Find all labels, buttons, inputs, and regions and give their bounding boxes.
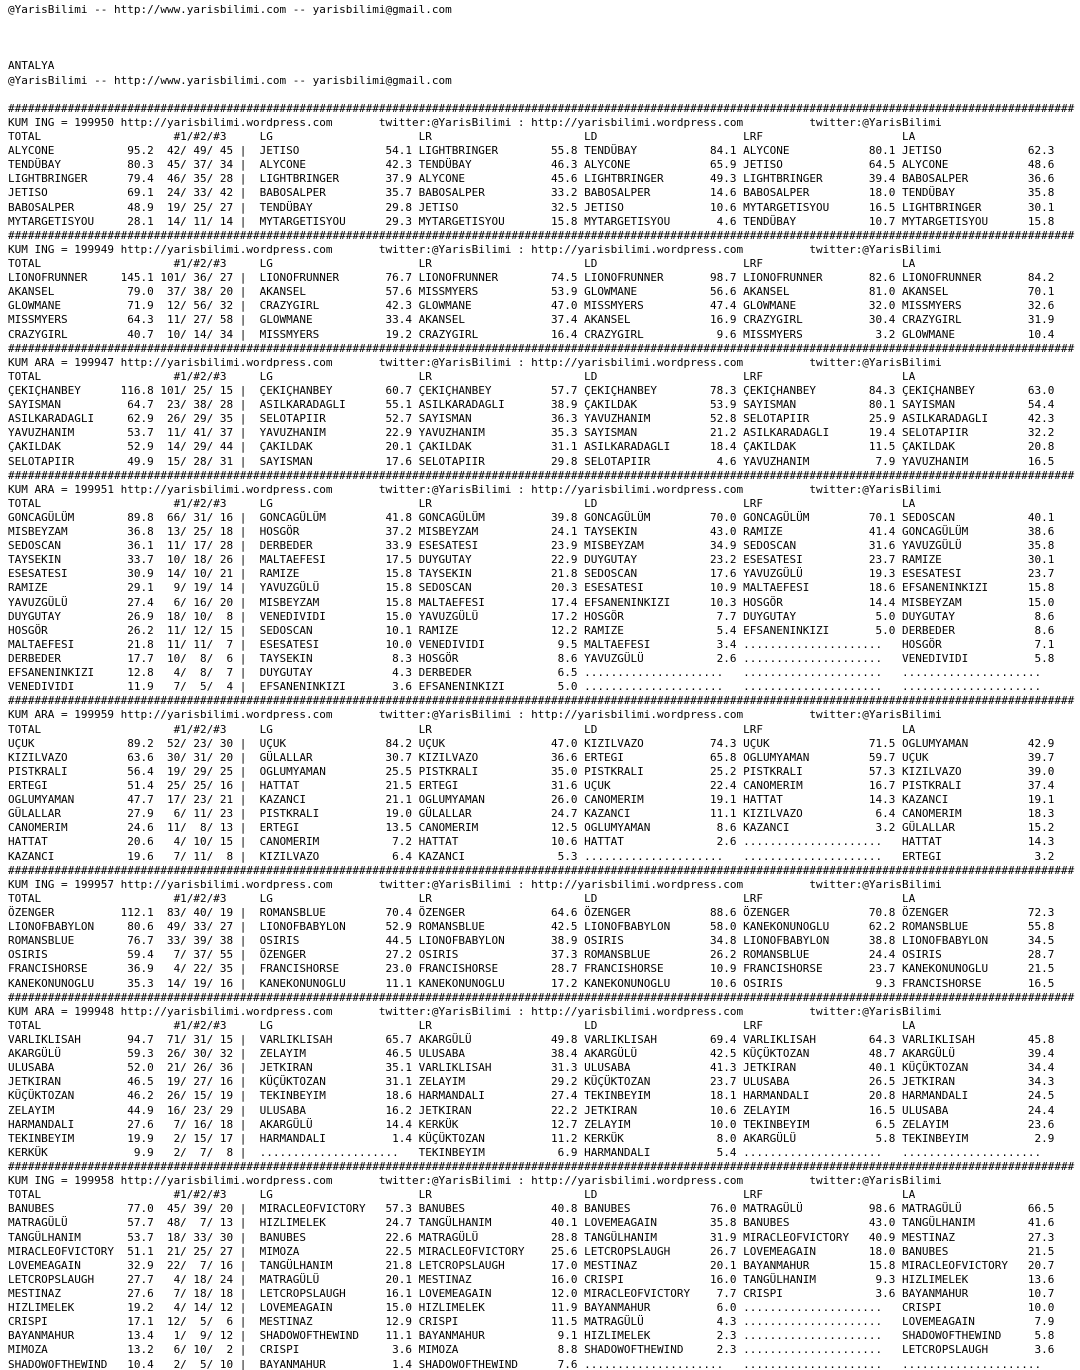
column-header-line: TOTAL #1/#2/#3 LG LR LD LRF LA xyxy=(8,256,916,270)
data-row-line: KÜÇÜKTOZAN 46.2 26/ 15/ 19 | TEKINBEYIM 18.6 HARMANDALI 27.4 TEKINBEYIM 18.1 HARMANDALI 20.8 HARMANDALI 24.5 xyxy=(8,1089,1061,1103)
data-row-line: KANEKONUNOGLU 35.3 14/ 19/ 16 | KANEKONUNOGLU 11.1 KANEKONUNOGLU 17.2 KANEKONUNOGLU 10.6 OSIRIS 9.3 FRANCISHORSE 16.5 xyxy=(8,976,1061,990)
data-row-line: LETCROPSLAUGH 27.7 4/ 18/ 24 | MATRAGÜLÜ 20.1 MESTINAZ 16.0 CRISPI 16.0 TANGÜLHANIM 9.3 HIZLIMELEK 13.6 xyxy=(8,1272,1061,1286)
data-row-line: KIZILVAZO 63.6 30/ 31/ 20 | GÜLALLAR 30.7 KIZILVAZO 36.6 ERTEGI 65.8 OGLUMYAMAN 59.7 UÇUK 39.7 xyxy=(8,750,1061,764)
data-row-line: MYTARGETISYOU 28.1 14/ 11/ 14 | MYTARGETISYOU 29.3 MYTARGETISYOU 15.8 MYTARGETISYOU 4.6 TENDÜBAY 10.7 MYTARGETISYOU 15.8 xyxy=(8,214,1061,228)
data-row-line: HIZLIMELEK 19.2 4/ 14/ 12 | LOVEMEAGAIN 15.0 HIZLIMELEK 11.9 BAYANMAHUR 6.0 ..................... CRISPI 10.0 xyxy=(8,1301,1061,1315)
data-row-line: ÇAKILDAK 52.9 14/ 29/ 44 | ÇAKILDAK 20.1 ÇAKILDAK 31.1 ASILKARADAGLI 18.4 ÇAKILDAK 11.5 ÇAKILDAK 20.8 xyxy=(8,440,1061,454)
blank-line xyxy=(8,31,1080,45)
data-row-line: OGLUMYAMAN 47.7 17/ 23/ 21 | KAZANCI 21.1 OGLUMYAMAN 26.0 CANOMERIM 19.1 HATTAT 14.3 KAZANCI 19.1 xyxy=(8,793,1061,807)
blank-line xyxy=(8,17,1080,31)
data-row-line: BAYANMAHUR 13.4 1/ 9/ 12 | SHADOWOFTHEWIND 11.1 BAYANMAHUR 9.1 HIZLIMELEK 2.3 ..................... SHADOWOFTHEWIND 5.8 xyxy=(8,1329,1061,1343)
data-row-line: GLOWMANE 71.9 12/ 56/ 32 | CRAZYGIRL 42.3 GLOWMANE 47.0 MISSMYERS 47.4 GLOWMANE 32.0 MISSMYERS 32.6 xyxy=(8,299,1061,313)
data-row-line: HARMANDALI 27.6 7/ 16/ 18 | AKARGÜLÜ 14.4 KERKÜK 12.7 ZELAYIM 10.0 TEKINBEYIM 6.5 ZELAYIM 23.6 xyxy=(8,1117,1061,1131)
data-row-line: MATRAGÜLÜ 57.7 48/ 7/ 13 | HIZLIMELEK 24.7 TANGÜLHANIM 40.1 LOVEMEAGAIN 35.8 BANUBES 43.0 TANGÜLHANIM 41.6 xyxy=(8,1216,1061,1230)
data-row-line: LIGHTBRINGER 79.4 46/ 35/ 28 | LIGHTBRINGER 37.9 ALYCONE 45.6 LIGHTBRINGER 49.3 LIGHTBRINGER 39.4 BABOSALPER 36.6 xyxy=(8,172,1061,186)
data-row-line: TAYSEKIN 33.7 10/ 18/ 26 | MALTAEFESI 17.5 DUYGUTAY 22.9 DUYGUTAY 23.2 ESESATESI 23.7 RAMIZE 30.1 xyxy=(8,553,1061,567)
section-header-line: KUM ARA = 199948 http://yarisbilimi.wordpress.com twitter:@YarisBilimi : http://yarisbilimi.wordpress.com twitter:@YarisBilimi xyxy=(8,1004,942,1018)
separator-line: ################################################################################################################################################################# xyxy=(8,468,1075,482)
data-row-line: BANUBES 77.0 45/ 39/ 20 | MIRACLEOFVICTORY 57.3 BANUBES 40.8 BANUBES 76.0 MATRAGÜLÜ 98.6 MATRAGÜLÜ 66.5 xyxy=(8,1202,1061,1216)
data-row-line: CRISPI 17.1 12/ 5/ 6 | MESTINAZ 12.9 CRISPI 11.5 MATRAGÜLÜ 4.3 ..................... LOVEMEAGAIN 7.9 xyxy=(8,1315,1061,1329)
data-row-line: SHADOWOFTHEWIND 10.4 2/ 5/ 10 | BAYANMAHUR 1.4 SHADOWOFTHEWIND 7.6 ..................... ..................... ..................... xyxy=(8,1357,1061,1370)
data-row-line: SAYISMAN 64.7 23/ 38/ 28 | ASILKARADAGLI 55.1 ASILKARADAGLI 38.9 ÇAKILDAK 53.9 SAYISMAN 80.1 SAYISMAN 54.4 xyxy=(8,398,1061,412)
blank-line xyxy=(8,88,1080,102)
data-row-line: DERBEDER 17.7 10/ 8/ 6 | TAYSEKIN 8.3 HOSGÖR 8.6 YAVUZGÜLÜ 2.6 ..................... VENEDIVIDI 5.8 xyxy=(8,652,1061,666)
city-line: ANTALYA xyxy=(8,59,55,73)
data-row-line: YAVUZHANIM 53.7 11/ 41/ 37 | YAVUZHANIM 22.9 YAVUZHANIM 35.3 SAYISMAN 21.2 ASILKARADAGLI 19.4 SELOTAPIIR 32.2 xyxy=(8,426,1061,440)
section-header-line: KUM ING = 199957 http://yarisbilimi.wordpress.com twitter:@YarisBilimi : http://yarisbilimi.wordpress.com twitter:@YarisBilimi xyxy=(8,877,942,891)
data-row-line: MALTAEFESI 21.8 11/ 11/ 7 | ESESATESI 10.0 VENEDIVIDI 9.5 MALTAEFESI 3.4 ..................... HOSGÖR 7.1 xyxy=(8,637,1061,651)
data-row-line: GONCAGÜLÜM 89.8 66/ 31/ 16 | GONCAGÜLÜM 41.8 GONCAGÜLÜM 39.8 GONCAGÜLÜM 70.0 GONCAGÜLÜM 70.1 SEDOSCAN 40.1 xyxy=(8,510,1061,524)
data-row-line: LIONOFBABYLON 80.6 49/ 33/ 27 | LIONOFBABYLON 52.9 ROMANSBLUE 42.5 LIONOFBABYLON 58.0 KANEKONUNOGLU 62.2 ROMANSBLUE 55.8 xyxy=(8,920,1061,934)
data-row-line: TEKINBEYIM 19.9 2/ 15/ 17 | HARMANDALI 1.4 KÜÇÜKTOZAN 11.2 KERKÜK 8.0 AKARGÜLÜ 5.8 TEKINBEYIM 2.9 xyxy=(8,1131,1061,1145)
data-row-line: ASILKARADAGLI 62.9 26/ 29/ 35 | SELOTAPIIR 52.7 SAYISMAN 36.3 YAVUZHANIM 52.8 SELOTAPIIR 25.9 ASILKARADAGLI 42.3 xyxy=(8,412,1061,426)
data-row-line: HATTAT 20.6 4/ 10/ 15 | CANOMERIM 7.2 HATTAT 10.6 HATTAT 2.6 ..................... HATTAT 14.3 xyxy=(8,835,1061,849)
data-row-line: CRAZYGIRL 40.7 10/ 14/ 34 | MISSMYERS 19.2 CRAZYGIRL 16.4 CRAZYGIRL 9.6 MISSMYERS 3.2 GLOWMANE 10.4 xyxy=(8,327,1061,341)
section-header-line: KUM ARA = 199959 http://yarisbilimi.wordpress.com twitter:@YarisBilimi : http://yarisbilimi.wordpress.com twitter:@YarisBilimi xyxy=(8,708,942,722)
data-row-line: KERKÜK 9.9 2/ 7/ 8 | ..................... TEKINBEYIM 6.9 HARMANDALI 5.4 ..................... ..................... xyxy=(8,1145,1061,1159)
data-row-line: ESESATESI 30.9 14/ 10/ 21 | RAMIZE 15.8 TAYSEKIN 21.8 SEDOSCAN 17.6 YAVUZGÜLÜ 19.3 ESESATESI 23.7 xyxy=(8,567,1061,581)
data-row-line: MISSMYERS 64.3 11/ 27/ 58 | GLOWMANE 33.4 AKANSEL 37.4 AKANSEL 16.9 CRAZYGIRL 30.4 CRAZYGIRL 31.9 xyxy=(8,313,1061,327)
column-header-line: TOTAL #1/#2/#3 LG LR LD LRF LA xyxy=(8,1018,916,1032)
column-header-line: TOTAL #1/#2/#3 LG LR LD LRF LA xyxy=(8,496,916,510)
data-row-line: ERTEGI 51.4 25/ 25/ 16 | HATTAT 21.5 ERTEGI 31.6 UÇUK 22.4 CANOMERIM 16.7 PISTKRALI 37.4 xyxy=(8,779,1061,793)
separator-line: ################################################################################################################################################################# xyxy=(8,990,1075,1004)
data-row-line: VARLIKLISAH 94.7 71/ 31/ 15 | VARLIKLISAH 65.7 AKARGÜLÜ 49.8 VARLIKLISAH 69.4 VARLIKLISAH 64.3 VARLIKLISAH 45.8 xyxy=(8,1032,1061,1046)
data-row-line: EFSANENINKIZI 12.8 4/ 8/ 7 | DUYGUTAY 4.3 DERBEDER 6.5 ..................... ..................... ..................... xyxy=(8,666,1061,680)
separator-line: ################################################################################################################################################################# xyxy=(8,101,1075,115)
data-row-line: TENDÜBAY 80.3 45/ 37/ 34 | ALYCONE 42.3 TENDÜBAY 46.3 ALYCONE 65.9 JETISO 64.5 ALYCONE 48.6 xyxy=(8,158,1061,172)
data-row-line: OSIRIS 59.4 7/ 37/ 55 | ÖZENGER 27.2 OSIRIS 37.3 ROMANSBLUE 26.2 ROMANSBLUE 24.4 OSIRIS 28.7 xyxy=(8,948,1061,962)
contact-line: @YarisBilimi -- http://www.yarisbilimi.com -- yarisbilimi@gmail.com xyxy=(8,73,452,87)
data-row-line: GÜLALLAR 27.9 6/ 11/ 23 | PISTKRALI 19.0 GÜLALLAR 24.7 KAZANCI 11.1 KIZILVAZO 6.4 CANOMERIM 18.3 xyxy=(8,807,1061,821)
data-row-line: SEDOSCAN 36.1 11/ 17/ 28 | DERBEDER 33.9 ESESATESI 23.9 MISBEYZAM 34.9 SEDOSCAN 31.6 YAVUZGÜLÜ 35.8 xyxy=(8,539,1061,553)
data-row-line: ZELAYIM 44.9 16/ 23/ 29 | ULUSABA 16.2 JETKIRAN 22.2 JETKIRAN 10.6 ZELAYIM 16.5 ULUSABA 24.4 xyxy=(8,1103,1061,1117)
data-row-line: ULUSABA 52.0 21/ 26/ 36 | JETKIRAN 35.1 VARLIKLISAH 31.3 ULUSABA 41.3 JETKIRAN 40.1 KÜÇÜKTOZAN 34.4 xyxy=(8,1061,1061,1075)
data-row-line: BABOSALPER 48.9 19/ 25/ 27 | TENDÜBAY 29.8 JETISO 32.5 JETISO 10.6 MYTARGETISYOU 16.5 LIGHTBRINGER 30.1 xyxy=(8,200,1061,214)
data-row-line: RAMIZE 29.1 9/ 19/ 14 | YAVUZGÜLÜ 15.8 SEDOSCAN 20.3 ESESATESI 10.9 MALTAEFESI 18.6 EFSANENINKIZI 15.8 xyxy=(8,581,1061,595)
column-header-line: TOTAL #1/#2/#3 LG LR LD LRF LA xyxy=(8,891,916,905)
data-row-line: ROMANSBLUE 76.7 33/ 39/ 38 | OSIRIS 44.5 LIONOFBABYLON 38.9 OSIRIS 34.8 LIONOFBABYLON 38.8 LIONOFBABYLON 34.5 xyxy=(8,934,1061,948)
data-row-line: FRANCISHORSE 36.9 4/ 22/ 35 | FRANCISHORSE 23.0 FRANCISHORSE 28.7 FRANCISHORSE 10.9 FRANCISHORSE 23.7 KANEKONUNOGLU 21.5 xyxy=(8,962,1061,976)
column-header-line: TOTAL #1/#2/#3 LG LR LD LRF LA xyxy=(8,129,916,143)
data-row-line: UÇUK 89.2 52/ 23/ 30 | UÇUK 84.2 UÇUK 47.0 KIZILVAZO 74.3 UÇUK 71.5 OGLUMYAMAN 42.9 xyxy=(8,736,1061,750)
column-header-line: TOTAL #1/#2/#3 LG LR LD LRF LA xyxy=(8,722,916,736)
data-row-line: JETISO 69.1 24/ 33/ 42 | BABOSALPER 35.7 BABOSALPER 33.2 BABOSALPER 14.6 BABOSALPER 18.0 TENDÜBAY 35.8 xyxy=(8,186,1061,200)
data-row-line: MESTINAZ 27.6 7/ 18/ 18 | LETCROPSLAUGH 16.1 LOVEMEAGAIN 12.0 MIRACLEOFVICTORY 7.7 CRISPI 3.6 BAYANMAHUR 10.7 xyxy=(8,1286,1061,1300)
data-row-line: HOSGÖR 26.2 11/ 12/ 15 | SEDOSCAN 10.1 RAMIZE 12.2 RAMIZE 5.4 EFSANENINKIZI 5.0 DERBEDER 8.6 xyxy=(8,623,1061,637)
report-body xyxy=(8,102,1080,1370)
data-row-line: MISBEYZAM 36.8 13/ 25/ 18 | HOSGÖR 37.2 MISBEYZAM 24.1 TAYSEKIN 43.0 RAMIZE 41.4 GONCAGÜLÜM 38.6 xyxy=(8,525,1061,539)
data-row-line: AKANSEL 79.0 37/ 38/ 20 | AKANSEL 57.6 MISSMYERS 53.9 GLOWMANE 56.6 AKANSEL 81.0 AKANSEL 70.1 xyxy=(8,285,1061,299)
data-row-line: MIRACLEOFVICTORY 51.1 21/ 25/ 27 | MIMOZA 22.5 MIRACLEOFVICTORY 25.6 LETCROPSLAUGH 26.7 LOVEMEAGAIN 18.0 BANUBES 21.5 xyxy=(8,1244,1061,1258)
data-row-line: ÇEKIÇHANBEY 116.8 101/ 25/ 15 | ÇEKIÇHANBEY 60.7 ÇEKIÇHANBEY 57.7 ÇEKIÇHANBEY 78.3 ÇEKIÇHANBEY 84.3 ÇEKIÇHANBEY 63.0 xyxy=(8,383,1061,397)
data-row-line: ÖZENGER 112.1 83/ 40/ 19 | ROMANSBLUE 70.4 ÖZENGER 64.6 ÖZENGER 88.6 ÖZENGER 70.8 ÖZENGER 72.3 xyxy=(8,906,1061,919)
section-header-line: KUM ING = 199950 http://yarisbilimi.wordpress.com twitter:@YarisBilimi : http://yarisbilimi.wordpress.com twitter:@YarisBilimi xyxy=(8,115,942,129)
data-row-line: CANOMERIM 24.6 11/ 8/ 13 | ERTEGI 13.5 CANOMERIM 12.5 OGLUMYAMAN 8.6 KAZANCI 3.2 GÜLALLAR 15.2 xyxy=(8,821,1061,835)
data-row-line: TANGÜLHANIM 53.7 18/ 33/ 30 | BANUBES 22.6 MATRAGÜLÜ 28.8 TANGÜLHANIM 31.9 MIRACLEOFVICTORY 40.9 MESTINAZ 27.3 xyxy=(8,1230,1061,1244)
separator-line: ################################################################################################################################################################# xyxy=(8,341,1075,355)
separator-line: ################################################################################################################################################################# xyxy=(8,694,1075,708)
section-header-line: KUM ING = 199949 http://yarisbilimi.wordpress.com twitter:@YarisBilimi : http://yarisbilimi.wordpress.com twitter:@YarisBilimi xyxy=(8,242,942,256)
data-row-line: LIONOFRUNNER 145.1 101/ 36/ 27 | LIONOFRUNNER 76.7 LIONOFRUNNER 74.5 LIONOFRUNNER 98.7 LIONOFRUNNER 82.6 LIONOFRUNNER 84.2 xyxy=(8,271,1061,285)
column-header-line: TOTAL #1/#2/#3 LG LR LD LRF LA xyxy=(8,369,916,383)
data-row-line: PISTKRALI 56.4 19/ 29/ 25 | OGLUMYAMAN 25.5 PISTKRALI 35.0 PISTKRALI 25.2 PISTKRALI 57.3 KIZILVAZO 39.0 xyxy=(8,764,1061,778)
column-header-line: TOTAL #1/#2/#3 LG LR LD LRF LA xyxy=(8,1188,916,1202)
separator-line: ################################################################################################################################################################# xyxy=(8,228,1075,242)
data-row-line: YAVUZGÜLÜ 27.4 6/ 16/ 20 | MISBEYZAM 15.8 MALTAEFESI 17.4 EFSANENINKIZI 10.3 HOSGÖR 14.4 MISBEYZAM 15.0 xyxy=(8,595,1061,609)
blank-line xyxy=(8,45,1080,59)
data-row-line: LOVEMEAGAIN 32.9 22/ 7/ 16 | TANGÜLHANIM 21.8 LETCROPSLAUGH 17.0 MESTINAZ 20.1 BAYANMAHUR 15.8 MIRACLEOFVICTORY 20.7 xyxy=(8,1258,1061,1272)
section-header-line: KUM ARA = 199951 http://yarisbilimi.wordpress.com twitter:@YarisBilimi : http://yarisbilimi.wordpress.com twitter:@YarisBilimi xyxy=(8,482,942,496)
data-row-line: ALYCONE 95.2 42/ 49/ 45 | JETISO 54.1 LIGHTBRINGER 55.8 TENDÜBAY 84.1 ALYCONE 80.1 JETISO 62.3 xyxy=(8,144,1061,158)
section-header-line: KUM ARA = 199947 http://yarisbilimi.wordpress.com twitter:@YarisBilimi : http://yarisbilimi.wordpress.com twitter:@YarisBilimi xyxy=(8,355,942,369)
section-header-line: KUM ING = 199958 http://yarisbilimi.wordpress.com twitter:@YarisBilimi : http://yarisbilimi.wordpress.com twitter:@YarisBilimi xyxy=(8,1174,942,1188)
data-row-line: DUYGUTAY 26.9 18/ 10/ 8 | VENEDIVIDI 15.0 YAVUZGÜLÜ 17.2 HOSGÖR 7.7 DUYGUTAY 5.0 DUYGUTAY 8.6 xyxy=(8,609,1061,623)
data-row-line: JETKIRAN 46.5 19/ 27/ 16 | KÜÇÜKTOZAN 31.1 ZELAYIM 29.2 KÜÇÜKTOZAN 23.7 ULUSABA 26.5 JETKIRAN 34.3 xyxy=(8,1075,1061,1089)
data-row-line: VENEDIVIDI 11.9 7/ 5/ 4 | EFSANENINKIZI 3.6 EFSANENINKIZI 5.0 ..................... ..................... ..................... xyxy=(8,680,1061,694)
data-row-line: KAZANCI 19.6 7/ 11/ 8 | KIZILVAZO 6.4 KAZANCI 5.3 ..................... ..................... ERTEGI 3.2 xyxy=(8,849,1061,863)
data-row-line: MIMOZA 13.2 6/ 10/ 2 | CRISPI 3.6 MIMOZA 8.8 SHADOWOFTHEWIND 2.3 ..................... LETCROPSLAUGH 3.6 xyxy=(8,1343,1061,1357)
separator-line: ################################################################################################################################################################# xyxy=(8,863,1075,877)
contact-line: @YarisBilimi -- http://www.yarisbilimi.com -- yarisbilimi@gmail.com xyxy=(8,3,452,16)
data-row-line: AKARGÜLÜ 59.3 26/ 30/ 32 | ZELAYIM 46.5 ULUSABA 38.4 AKARGÜLÜ 42.5 KÜÇÜKTOZAN 48.7 AKARGÜLÜ 39.4 xyxy=(8,1047,1061,1061)
data-row-line: SELOTAPIIR 49.9 15/ 28/ 31 | SAYISMAN 17.6 SELOTAPIIR 29.8 SELOTAPIIR 4.6 YAVUZHANIM 7.9 YAVUZHANIM 16.5 xyxy=(8,454,1061,468)
separator-line: ################################################################################################################################################################# xyxy=(8,1159,1075,1173)
